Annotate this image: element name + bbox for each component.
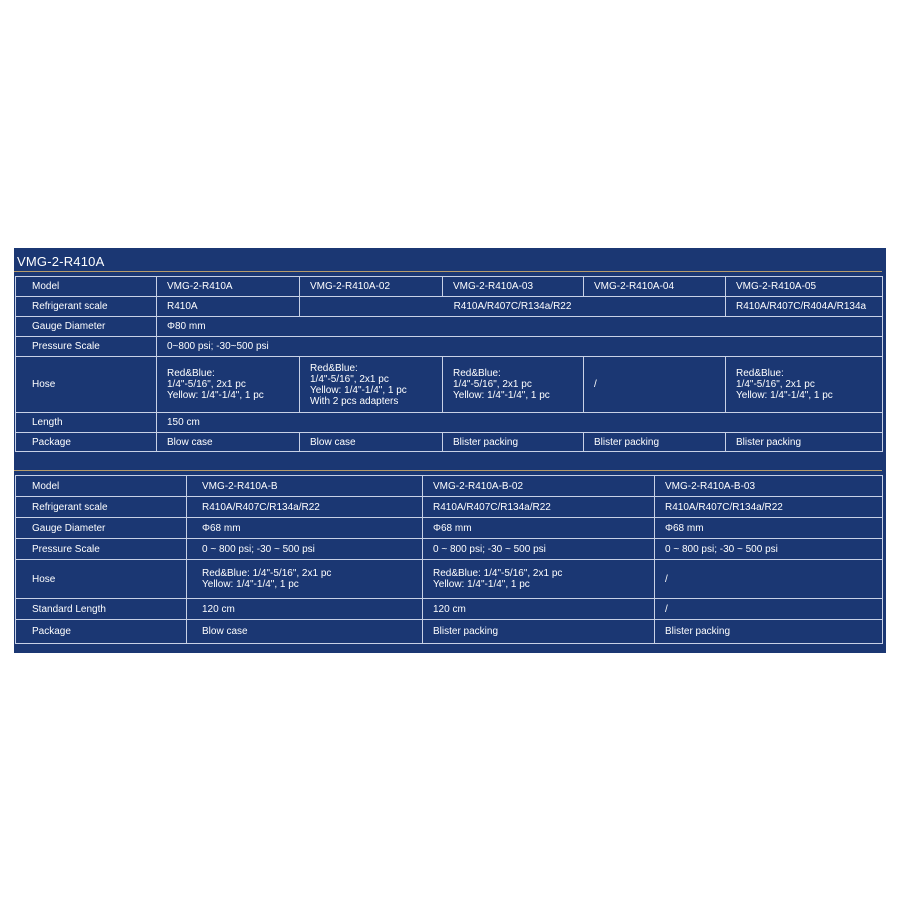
row-label-gauge: Gauge Diameter — [16, 317, 157, 337]
model-cell: VMG-2-R410A-05 — [726, 277, 883, 297]
table-row — [16, 337, 883, 357]
package-cell: Blister packing — [584, 433, 726, 452]
refrigerant-cell: R410A/R407C/R134a/R22 — [655, 497, 883, 518]
table-row — [16, 413, 883, 433]
model-cell: VMG-2-R410A-B — [187, 476, 423, 497]
model-cell: VMG-2-R410A — [157, 277, 300, 297]
table-row — [16, 433, 883, 452]
refrigerant-cell: R410A/R407C/R134a/R22 — [300, 297, 726, 317]
pressure-scale-cell: 0 ~ 800 psi; -30 ~ 500 psi — [655, 539, 883, 560]
package-cell: Blow case — [187, 620, 423, 644]
row-label-package: Package — [16, 620, 187, 644]
model-cell: VMG-2-R410A-B-03 — [655, 476, 883, 497]
refrigerant-cell: R410A/R407C/R134a/R22 — [187, 497, 423, 518]
hose-cell: Red&Blue: 1/4"-5/16", 2x1 pc Yellow: 1/4"-1/4", 1 pc — [423, 560, 655, 599]
refrigerant-cell: R410A/R407C/R404A/R134a — [726, 297, 883, 317]
length-cell: 120 cm — [423, 599, 655, 620]
table-row — [16, 599, 883, 620]
model-cell: VMG-2-R410A-03 — [443, 277, 584, 297]
title-divider — [14, 271, 882, 272]
table-row — [16, 518, 883, 539]
table-row — [16, 620, 883, 644]
length-cell: 150 cm — [157, 413, 883, 433]
row-label-model: Model — [16, 277, 157, 297]
table-row — [16, 297, 883, 317]
row-label-gauge: Gauge Diameter — [16, 518, 187, 539]
package-cell: Blister packing — [655, 620, 883, 644]
hose-cell: / — [584, 357, 726, 413]
model-cell: VMG-2-R410A-04 — [584, 277, 726, 297]
table-row — [16, 277, 883, 297]
hose-cell: Red&Blue: 1/4"-5/16", 2x1 pc Yellow: 1/4"-1/4", 1 pc — [157, 357, 300, 413]
gauge-diameter-cell: Φ80 mm — [157, 317, 883, 337]
gauge-diameter-cell: Φ68 mm — [187, 518, 423, 539]
table-row — [16, 476, 883, 497]
row-label-model: Model — [16, 476, 187, 497]
table-row — [16, 497, 883, 518]
table-row — [16, 539, 883, 560]
pressure-scale-cell: 0 ~ 800 psi; -30 ~ 500 psi — [187, 539, 423, 560]
spec-table-r410a — [15, 276, 883, 452]
section-title: VMG-2-R410A — [17, 254, 105, 269]
package-cell: Blow case — [157, 433, 300, 452]
length-cell: / — [655, 599, 883, 620]
row-label-package: Package — [16, 433, 157, 452]
refrigerant-cell: R410A/R407C/R134a/R22 — [423, 497, 655, 518]
pressure-scale-cell: 0~800 psi; -30~500 psi — [157, 337, 883, 357]
section-divider — [14, 470, 882, 471]
row-label-length: Standard Length — [16, 599, 187, 620]
gauge-diameter-cell: Φ68 mm — [423, 518, 655, 539]
model-cell: VMG-2-R410A-B-02 — [423, 476, 655, 497]
length-cell: 120 cm — [187, 599, 423, 620]
table-row — [16, 560, 883, 599]
row-label-hose: Hose — [16, 560, 187, 599]
row-label-hose: Hose — [16, 357, 157, 413]
table-row — [16, 317, 883, 337]
model-cell: VMG-2-R410A-02 — [300, 277, 443, 297]
row-label-refrigerant: Refrigerant scale — [16, 497, 187, 518]
row-label-refrigerant: Refrigerant scale — [16, 297, 157, 317]
package-cell: Blister packing — [726, 433, 883, 452]
row-label-pressure: Pressure Scale — [16, 539, 187, 560]
table-row — [16, 357, 883, 413]
pressure-scale-cell: 0 ~ 800 psi; -30 ~ 500 psi — [423, 539, 655, 560]
gauge-diameter-cell: Φ68 mm — [655, 518, 883, 539]
package-cell: Blister packing — [443, 433, 584, 452]
package-cell: Blister packing — [423, 620, 655, 644]
spec-table-r410a-b — [15, 475, 883, 644]
hose-cell: Red&Blue: 1/4"-5/16", 2x1 pc Yellow: 1/4"-1/4", 1 pc With 2 pcs adapters — [300, 357, 443, 413]
package-cell: Blow case — [300, 433, 443, 452]
hose-cell: Red&Blue: 1/4"-5/16", 2x1 pc Yellow: 1/4"-1/4", 1 pc — [443, 357, 584, 413]
hose-cell: Red&Blue: 1/4"-5/16", 2x1 pc Yellow: 1/4"-1/4", 1 pc — [187, 560, 423, 599]
row-label-pressure: Pressure Scale — [16, 337, 157, 357]
row-label-length: Length — [16, 413, 157, 433]
refrigerant-cell: R410A — [157, 297, 300, 317]
hose-cell: / — [655, 560, 883, 599]
hose-cell: Red&Blue: 1/4"-5/16", 2x1 pc Yellow: 1/4"-1/4", 1 pc — [726, 357, 883, 413]
